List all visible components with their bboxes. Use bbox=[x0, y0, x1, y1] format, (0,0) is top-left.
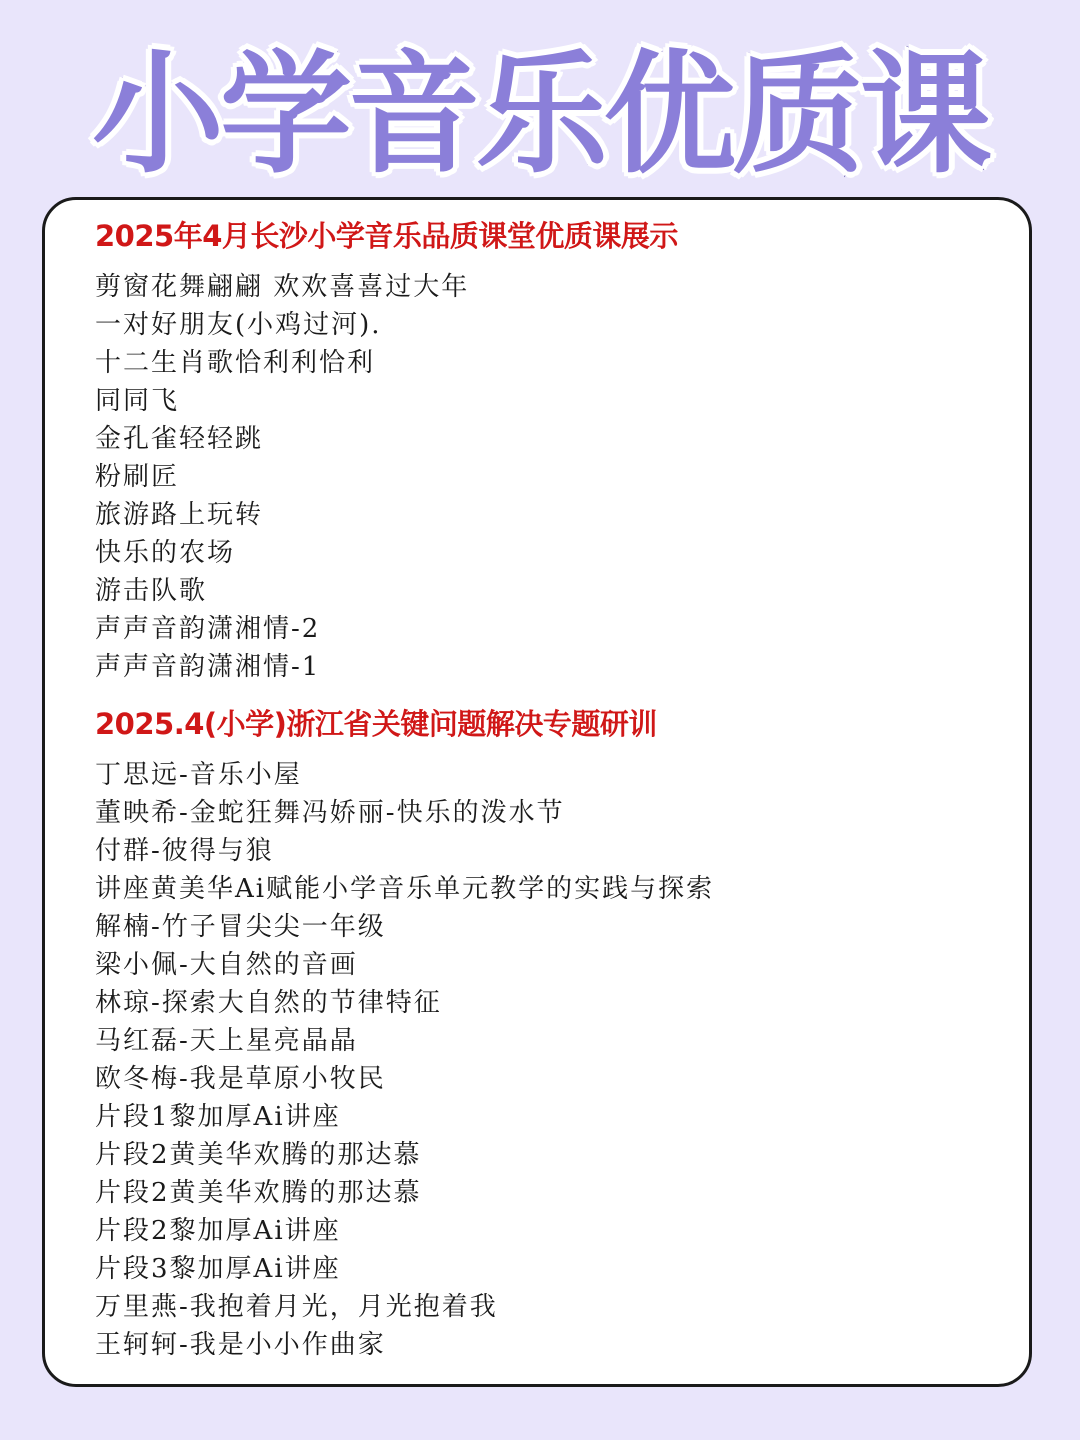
list-item: 声声音韵潇湘情-2 bbox=[95, 614, 321, 644]
list-item: 讲座黄美华Ai赋能小学音乐单元教学的实践与探索 bbox=[95, 874, 715, 904]
list-item: 万里燕-我抱着月光，月光抱着我 bbox=[95, 1292, 498, 1322]
list-item: 片段3黎加厚Ai讲座 bbox=[95, 1254, 341, 1284]
list-item: 梁小佩-大自然的音画 bbox=[95, 950, 358, 980]
list-item: 付群-彼得与狼 bbox=[95, 836, 274, 866]
list-item: 十二生肖歌恰利利恰利 bbox=[95, 348, 376, 378]
section-heading: 2025.4(小学)浙江省关键问题解决专题研训 bbox=[95, 707, 657, 741]
list-item: 林琼-探索大自然的节律特征 bbox=[95, 988, 442, 1018]
list-item: 马红磊-天上星亮晶晶 bbox=[95, 1026, 358, 1056]
section-zhejiang bbox=[95, 702, 999, 1364]
list-item: 同同飞 bbox=[95, 386, 180, 416]
section-changsha bbox=[95, 214, 999, 686]
page-title: 小学音乐优质课 bbox=[92, 38, 988, 192]
list-item: 一对好朋友(小鸡过河). bbox=[95, 310, 382, 340]
list-item: 王轲轲-我是小小作曲家 bbox=[95, 1330, 386, 1360]
list-item: 游击队歌 bbox=[95, 576, 208, 606]
list-item: 金孔雀轻轻跳 bbox=[95, 424, 264, 454]
content-card bbox=[42, 197, 1032, 1387]
list-item: 欧冬梅-我是草原小牧民 bbox=[95, 1064, 386, 1094]
section-heading: 2025年4月长沙小学音乐品质课堂优质课展示 bbox=[95, 219, 678, 253]
list-item: 片段1黎加厚Ai讲座 bbox=[95, 1102, 341, 1132]
list-item: 董映希-金蛇狂舞冯娇丽-快乐的泼水节 bbox=[95, 798, 565, 828]
list-item: 快乐的农场 bbox=[95, 538, 236, 568]
list-item: 剪窗花舞翩翩 欢欢喜喜过大年 bbox=[95, 272, 470, 302]
list-item: 解楠-竹子冒尖尖一年级 bbox=[95, 912, 386, 942]
lesson-list bbox=[95, 756, 999, 1364]
card-content bbox=[95, 214, 999, 1364]
list-item: 旅游路上玩转 bbox=[95, 500, 264, 530]
lesson-list bbox=[95, 268, 999, 686]
list-item: 片段2黎加厚Ai讲座 bbox=[95, 1216, 341, 1246]
list-item: 声声音韵潇湘情-1 bbox=[95, 652, 321, 682]
list-item: 片段2黄美华欢腾的那达慕 bbox=[95, 1140, 422, 1170]
list-item: 丁思远-音乐小屋 bbox=[95, 760, 302, 790]
list-item: 片段2黄美华欢腾的那达慕 bbox=[95, 1178, 422, 1208]
title-banner bbox=[0, 40, 1080, 190]
list-item: 粉刷匠 bbox=[95, 462, 180, 492]
